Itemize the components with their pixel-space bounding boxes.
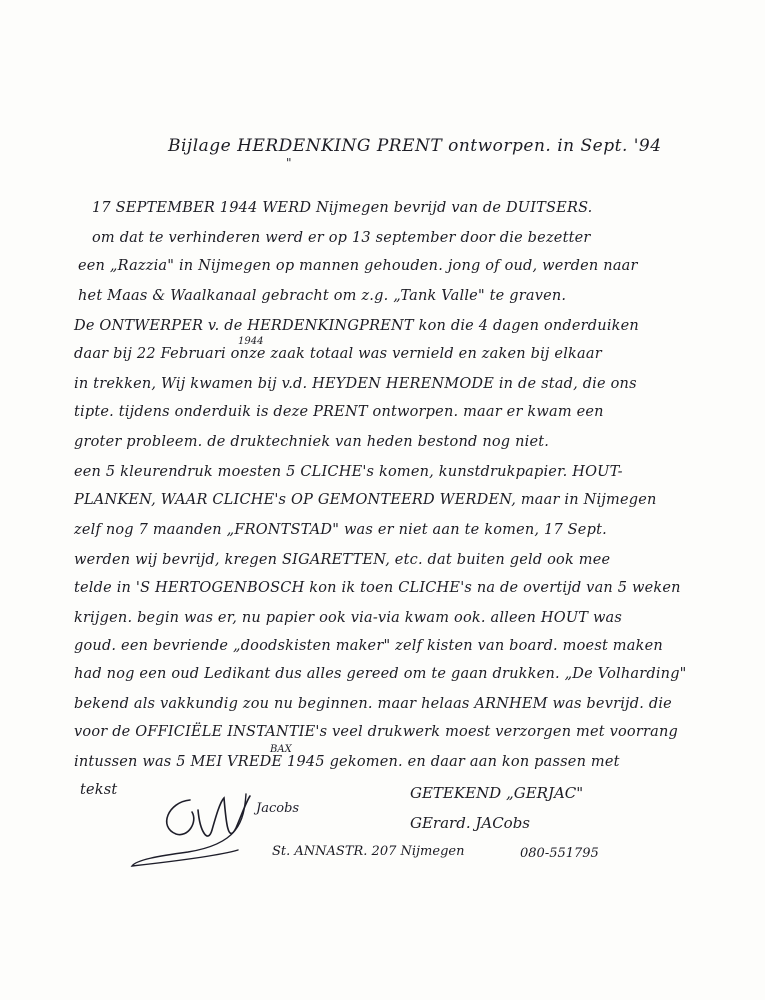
text-line-18: bekend als vakkundig zou nu beginnen. maar helaas ARNHEM was bevrijd. die bbox=[74, 696, 672, 712]
signed-label: GETEKEND „GERJAC" bbox=[410, 784, 584, 802]
superscript-1944: 1944 bbox=[238, 336, 264, 347]
text-line-3: een „Razzia" in Nijmegen op mannen gehouden. jong of oud, werden naar bbox=[78, 258, 638, 274]
text-line-4: het Maas & Waalkanaal gebracht om z.g. „Tank Valle" te graven. bbox=[78, 288, 567, 304]
text-line-13: werden wij bevrijd, kregen SIGARETTEN, etc. dat buiten geld ook mee bbox=[74, 552, 611, 568]
signer-name: GErard. JACobs bbox=[410, 814, 531, 832]
document-heading: Bijlage HERDENKING PRENT ontworpen. in Sept. '94 bbox=[168, 136, 662, 156]
signer-phone: 080-551795 bbox=[520, 846, 599, 861]
signature-scribble-text: Jacobs bbox=[256, 801, 300, 816]
text-line-2: om dat te verhinderen werd er op 13 september door die bezetter bbox=[92, 230, 591, 246]
text-line-21: tekst bbox=[80, 782, 118, 798]
text-line-19: voor de OFFICIËLE INSTANTIE's veel drukwerk moest verzorgen met voorrang bbox=[74, 724, 678, 740]
text-line-12: zelf nog 7 maanden „FRONTSTAD" was er niet aan te komen, 17 Sept. bbox=[74, 522, 607, 538]
text-line-10: een 5 kleurendruk moesten 5 CLICHE's komen, kunstdrukpapier. HOUT- bbox=[74, 464, 623, 480]
text-line-9: groter probleem. de druktechniek van heden bestond nog niet. bbox=[74, 434, 550, 450]
signer-address: St. ANNASTR. 207 Nijmegen bbox=[272, 844, 465, 859]
text-line-6: daar bij 22 Februari onze zaak totaal was vernield en zaken bij elkaar bbox=[74, 346, 602, 362]
text-line-8: tipte. tijdens onderduik is deze PRENT ontworpen. maar er kwam een bbox=[74, 404, 604, 420]
superscript-bax: BAX bbox=[270, 744, 292, 755]
text-line-11: PLANKEN, WAAR CLICHE's OP GEMONTEERD WERDEN, maar in Nijmegen bbox=[74, 492, 657, 508]
text-line-15: krijgen. begin was er, nu papier ook via-via kwam ook. alleen HOUT was bbox=[74, 610, 623, 626]
text-line-7: in trekken, Wij kwamen bij v.d. HEYDEN HERENMODE in de stad, die ons bbox=[74, 376, 637, 392]
text-line-5: De ONTWERPER v. de HERDENKINGPRENT kon die 4 dagen onderduiken bbox=[74, 318, 639, 334]
text-line-20: intussen was 5 MEI VREDE 1945 gekomen. en daar aan kon passen met bbox=[74, 754, 620, 770]
text-line-16: goud. een bevriende „doodskisten maker" zelf kisten van board. moest maken bbox=[74, 638, 663, 654]
text-line-17: had nog een oud Ledikant dus alles gereed om te gaan drukken. „De Volharding" bbox=[74, 666, 687, 682]
text-line-14: telde in 'S HERTOGENBOSCH kon ik toen CLICHE's na de overtijd van 5 weken bbox=[74, 580, 681, 596]
text-line-1: 17 SEPTEMBER 1944 WERD Nijmegen bevrijd van de DUITSERS. bbox=[92, 200, 593, 216]
heading-underline-mark: " bbox=[286, 156, 292, 170]
